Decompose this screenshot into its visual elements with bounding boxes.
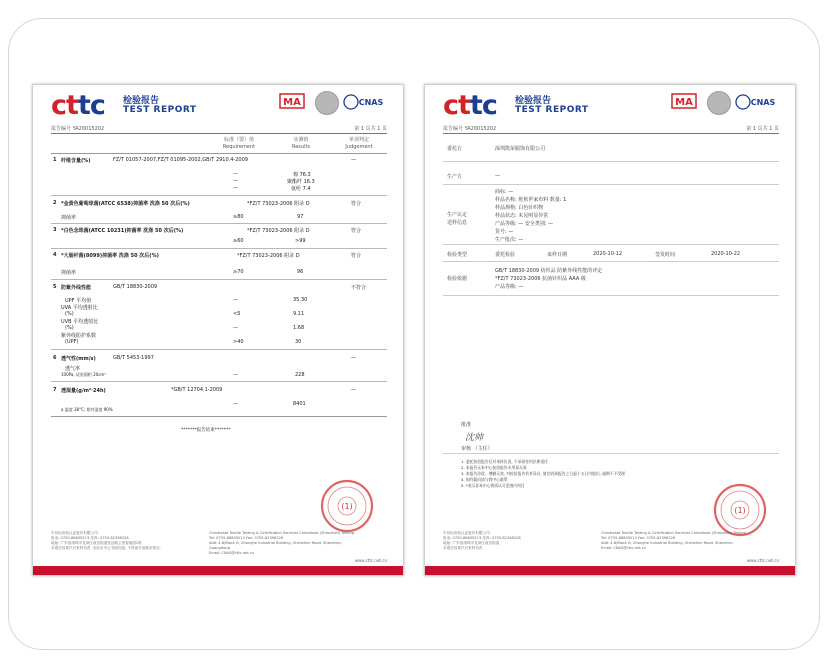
item-standard: *FZ/T 73023-2006 附录 D [247, 201, 310, 207]
footer-line: 本报告结果只对来样负责. [443, 546, 484, 550]
col-requirement-header [209, 137, 269, 151]
item-standard: GB/T 5453-1997 [113, 355, 154, 361]
item-name: 透湿量(g/m²·24h) [61, 388, 106, 394]
report-number: 报告编号 YA20015202 [51, 126, 105, 132]
item-name: *金黄色葡萄球菌(ATCC 6538)抑菌率 洗涤 50 次后(%) [61, 201, 190, 207]
sub-res: 97 [297, 214, 304, 220]
sample-line-text: 样品名称: 蕉蕉世家布料 数量: 1 [495, 197, 567, 203]
item-judgement: — [351, 355, 356, 361]
sub-req: ≥80 [233, 214, 244, 220]
page-number: 第 1 页共 1 页 [354, 126, 387, 132]
footer-line: 中纺标检验认证股份有限公司 [443, 531, 490, 535]
footer-line: Chinatesta Textile Testing & Certification Services Chinatesta (Shenzhen) Testing [601, 531, 747, 535]
logo-ct: ct [51, 90, 78, 121]
item-no: 1 [53, 157, 57, 163]
sample-line-text: 生产批次: — [495, 237, 524, 243]
footer-line: Add: 4-8/Block B, Zhonghe Industrial Building, Shenzhen Road, Shenzhen, Guangdong [209, 541, 342, 550]
item-no: 5 [53, 284, 57, 290]
sub-req: — [233, 171, 238, 177]
row-divider [51, 349, 387, 350]
basis-line-text: *FZ/T 73023-2006 抗菌针织品 AAA 级 [495, 276, 586, 282]
footer-line: 中纺标检验认证股份有限公司 [51, 531, 98, 535]
row-divider [51, 248, 387, 249]
sample-line-text: 商标: — [495, 189, 514, 195]
footer-line: 电话: 0755-88609213 传真: 0755-82398226 [443, 536, 521, 540]
test-report-page-2 [424, 84, 796, 576]
seal-number: (1) [734, 506, 746, 515]
item-name: *大肠杆菌(8099)抑菌率 洗涤 50 次后(%) [61, 253, 159, 259]
row-divider [443, 453, 779, 454]
row-divider [443, 261, 779, 262]
table-bottom-rule [51, 416, 387, 417]
row-divider [443, 184, 779, 185]
basis-label: 检验依据 [447, 276, 468, 282]
cnas-icon [343, 92, 389, 112]
sub-label: 抑菌率 [61, 270, 77, 276]
sub-label: (%) [65, 325, 74, 331]
footer-cn [51, 531, 201, 551]
item-no: 6 [53, 355, 57, 361]
footer-line: 地址: 广东省深圳市龙岗区坂田街道 [443, 541, 500, 545]
svg-text:CNAS: CNAS [358, 98, 384, 107]
logo-title-en: TEST REPORT [515, 105, 589, 115]
sub-req: ≥70 [233, 269, 244, 275]
sub-req: <5 [233, 311, 241, 317]
logo-title-en: TEST REPORT [123, 105, 197, 115]
sub-label: (UPF) [65, 339, 79, 345]
sub-res: 228 [295, 372, 305, 378]
sample-line-text: 货号: — [495, 229, 514, 235]
col-results-en: Results [291, 144, 311, 150]
page-number: 第 1 页共 1 页 [746, 126, 779, 132]
sub-req: ≥60 [233, 238, 244, 244]
page-bottom-strip [33, 566, 403, 575]
note-line: 1. 委托检验报告仅对来样负责, 不承担任何法律责任 [461, 459, 548, 464]
row-divider [51, 381, 387, 382]
sub-res: 96 [297, 269, 304, 275]
footer-line: 地址: 广东省深圳市龙岗区坂田街道发达路云里智能园2栋 [51, 541, 142, 545]
sub-req: — [233, 178, 238, 184]
footer-url: www.cttc.net.cn [354, 558, 387, 563]
sample-label: 送样信息 [447, 220, 468, 226]
footer-line: 本报告结果只对来样负责. 未经本中心书面同意, 不得部分复制本报告. [51, 546, 161, 550]
footer-line: Tel: 0755-88609213 Fax: 0755-82398226 [209, 536, 284, 540]
note-text: a 温度 38°C; 相对湿度 90% [61, 407, 113, 412]
table-header-rule [51, 153, 387, 154]
sub-label: (%) [65, 311, 74, 317]
item-standard: *FZ/T 73023-2006 附录 D [237, 253, 300, 259]
row-divider [51, 223, 387, 224]
item-judgement: 符合 [351, 201, 362, 207]
footer-line: Email: CNAS@cttc.net.cn [209, 551, 255, 555]
col-requirement-cn: 标准（要）值 [223, 137, 254, 143]
row-divider [443, 244, 779, 245]
sub-req: — [233, 325, 238, 331]
logo-tc: tc [77, 90, 105, 121]
item-no: 7 [53, 387, 57, 393]
sub-req: — [233, 401, 238, 407]
footer-url: www.cttc.net.cn [746, 558, 779, 563]
footer-en [209, 531, 359, 556]
note-line: 2. 本报告无本中心检验报告专用章无效 [461, 465, 527, 470]
basis-line-text: GB/T 18830-2009 纺织品 防紫外线性能的评定 [495, 268, 603, 274]
logo-tc: tc [469, 90, 497, 121]
col-judgement-header [331, 137, 387, 151]
test-report-page-1 [32, 84, 404, 576]
logo-title-cn: 检验报告 [515, 96, 552, 106]
issue-date-value: 2020-10-22 [711, 251, 741, 257]
item-judgement: — [351, 157, 356, 163]
col-requirement-en: Requirement [222, 144, 256, 150]
logo-ct: ct [443, 90, 470, 121]
cma-icon [279, 93, 305, 111]
sample-line-text: 样品规格: 白色针织物 [495, 205, 544, 211]
sub-res: 8401 [293, 401, 306, 407]
logo-title-cn: 检验报告 [123, 96, 160, 106]
item-standard: FZ/T 01057-2007,FZ/T 01095-2002,GB/T 2910.4-2009 [113, 157, 248, 163]
sub-label: UPF 平均值 [65, 298, 92, 304]
official-seal-icon [713, 483, 767, 537]
col-results-header [273, 137, 329, 151]
sub-label: UVB 平均透射比 [61, 319, 99, 325]
item-judgement: 不符合 [351, 285, 367, 291]
sub-res: 棉 76.3 [293, 172, 311, 178]
item-name: 透气性(mm/s) [61, 356, 96, 362]
production-label: 生产认定 [447, 212, 468, 218]
item-standard: *GB/T 12704.1-2009 [171, 387, 223, 393]
item-standard: GB/T 18830-2009 [113, 284, 158, 290]
logo-letters [51, 91, 105, 121]
seal-number: (1) [341, 502, 353, 511]
sub-res: 聚酯纤 16.3 [287, 179, 315, 185]
sub-label: UVA 平均透射比 [61, 305, 98, 311]
approval-label: 批准 [461, 422, 472, 428]
footer-cn [443, 531, 593, 551]
cnas-icon [735, 92, 781, 112]
header-rule [51, 133, 387, 134]
footer-line: Chinatesta Textile Testing & Certification Services Chinatesta (Shenzhen) Testing [209, 531, 355, 535]
received-date-value: 2020-10-12 [593, 251, 623, 257]
basis-line-text: 产品等级: — [495, 284, 524, 290]
footer-line: Email: CNAS@cttc.net.cn [601, 546, 647, 550]
note-line: 3. 本报告涂改、增删无效, 对检验报告若有异议, 请在收到报告之日起十五日内提出, 逾期不予受理 [461, 471, 625, 476]
sub-res: 1.68 [293, 325, 305, 331]
sub-res: 30 [295, 339, 302, 345]
row-divider [51, 279, 387, 280]
sub-res: >99 [295, 238, 306, 244]
cert-marks [671, 91, 781, 115]
item-no: 4 [53, 252, 57, 258]
note-line: 5. *表示非本中心资质认可范围内项目 [461, 483, 525, 488]
sub-label: 100Pa, 试验面积 20cm² [61, 372, 106, 377]
ilac-mra-icon [315, 91, 339, 115]
col-judgement-en: Judgement [345, 144, 373, 150]
svg-text:CNAS: CNAS [750, 98, 776, 107]
reviewer-label: 审核 （主任） [461, 446, 493, 452]
item-name: 纤维含量(%) [61, 158, 91, 164]
note-line: 4. 如有疑问请与我中心联系 [461, 477, 508, 482]
footer-line: Tel: 0755-88609213 Fax: 0755-82398226 [601, 536, 676, 540]
inspection-type-value: 委托检验 [495, 252, 516, 258]
item-name: 防紫外线性能 [61, 285, 92, 291]
cert-marks [279, 91, 389, 115]
manufacturer-label: 生产方 [447, 174, 463, 180]
row-divider [443, 295, 779, 296]
sub-req: >40 [233, 339, 244, 345]
sub-req: — [233, 185, 238, 191]
client-value: 深圳凯荣服饰有限公司 [495, 146, 546, 152]
footer-en [601, 531, 751, 551]
col-judgement-cn: 单项判定 [348, 137, 369, 143]
inspection-type-label: 检验类型 [447, 252, 468, 258]
page-footer [443, 531, 779, 561]
sample-line-text: 样品状态: 未见明显异常 [495, 213, 549, 219]
footer-line: Add: 4-8/Block B, Zhonghe Industrial Building, Shenzhen Road, Shenzhen [601, 541, 733, 545]
header-rule [443, 133, 779, 134]
item-no: 3 [53, 227, 57, 233]
item-name: *白色念珠菌(ATCC 10231)抑菌率 洗涤 50 次后(%) [61, 228, 184, 234]
issue-date-label: 签发时间 [655, 252, 676, 258]
footer-line: 电话: 0755-88609213 传真: 0755-82398226 [51, 536, 129, 540]
sub-label: 透气率 [65, 366, 81, 372]
row-divider [443, 161, 779, 162]
received-date-label: 来样日期 [547, 252, 568, 258]
col-results-cn: 实测值 [293, 137, 309, 143]
sub-res: 35.30 [293, 297, 308, 303]
item-judgement: 符合 [351, 253, 362, 259]
sub-res: 9.11 [293, 311, 305, 317]
page-footer [51, 531, 387, 561]
sub-label: 抑菌率 [61, 215, 77, 221]
item-standard: *FZ/T 73023-2006 附录 D [247, 228, 310, 234]
row-divider [51, 195, 387, 196]
item-no: 2 [53, 200, 57, 206]
signature: 沈帅 [465, 433, 484, 443]
ilac-mra-icon [707, 91, 731, 115]
official-seal-icon [320, 479, 374, 533]
sample-line-text: 产品等级: — 安全类别: — [495, 221, 554, 227]
cma-icon [671, 93, 697, 111]
svg-text:MA: MA [283, 97, 301, 108]
end-text: *******报告结束******* [181, 428, 231, 433]
client-label: 委托方 [447, 146, 463, 152]
sub-req: — [233, 372, 238, 378]
sub-label: 紫外线防护系数 [61, 333, 97, 339]
logo-letters [443, 91, 497, 121]
page-bottom-strip [425, 566, 795, 575]
svg-text:MA: MA [675, 97, 693, 108]
sub-req: — [233, 297, 238, 303]
manufacturer-value: — [495, 173, 500, 179]
item-judgement: — [351, 387, 356, 393]
report-number: 报告编号 YA20015202 [443, 126, 497, 132]
item-judgement: 符合 [351, 228, 362, 234]
sub-res: 氨纶 7.4 [291, 186, 311, 192]
